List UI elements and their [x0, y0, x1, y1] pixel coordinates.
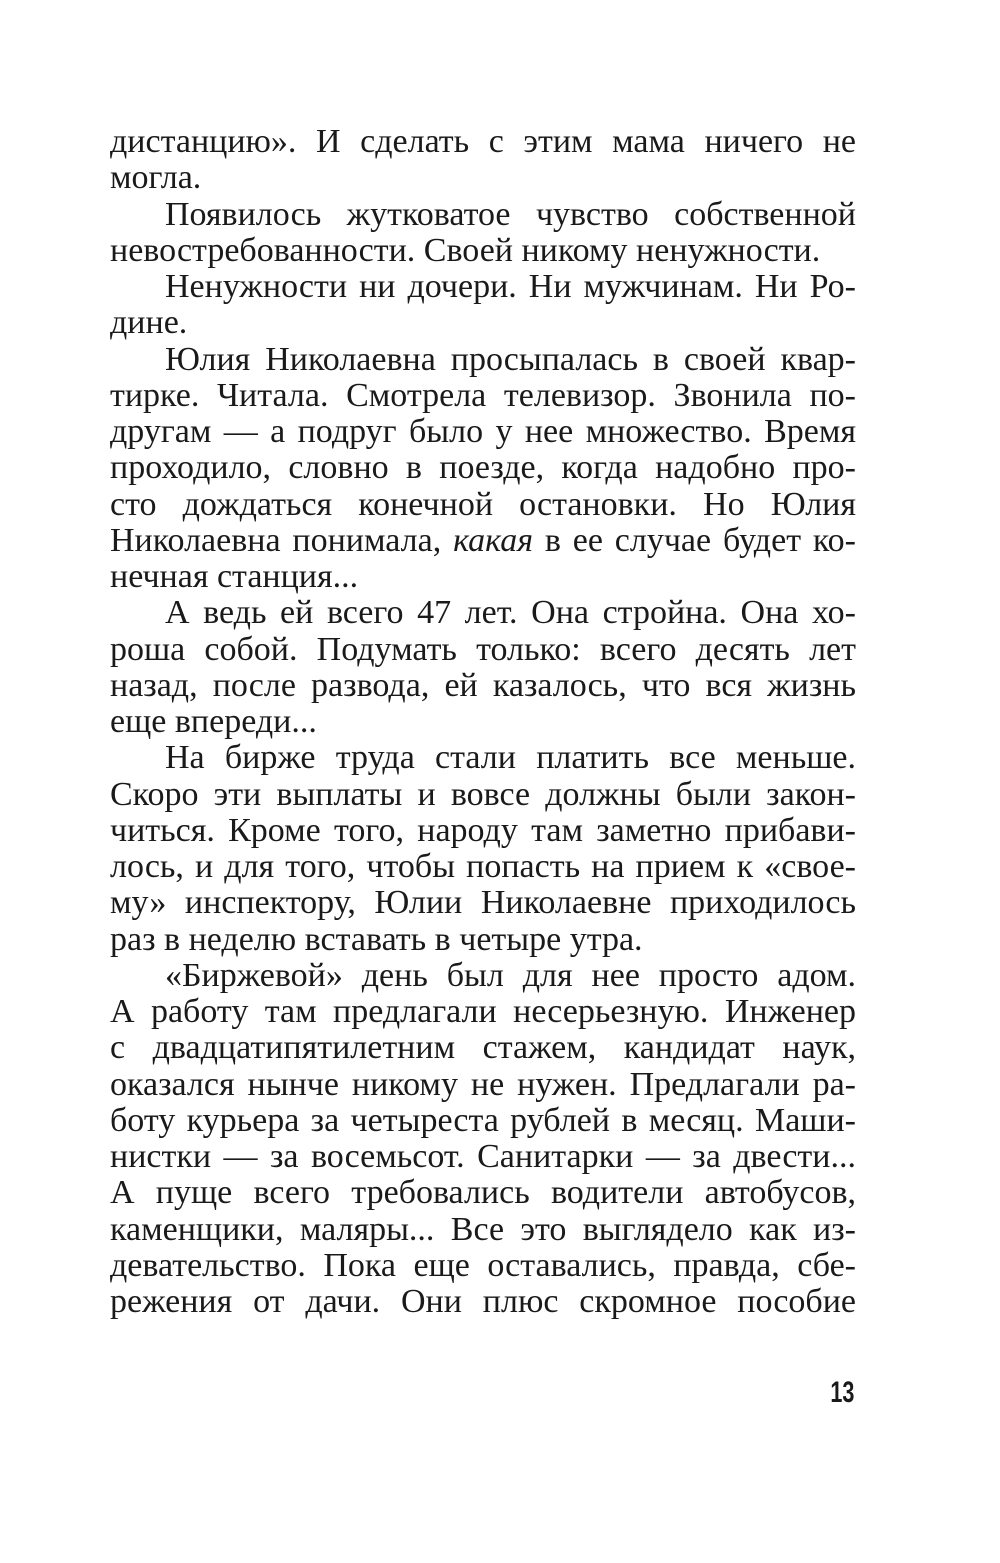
text-line: боту курьера за четыреста рублей в месяц. Маши- — [110, 1101, 856, 1139]
text-line: А пуще всего требовались водители автобусов, — [110, 1174, 856, 1212]
text-line: Юлия Николаевна просыпалась в своей квар- — [165, 340, 856, 378]
text-line: «Биржевой» день был для нее просто адом. — [165, 956, 856, 994]
text-segment: Николаевна понимала, — [110, 521, 442, 559]
text-line: дине. — [110, 304, 188, 342]
text-line-mixed — [110, 523, 856, 559]
italic-emphasis: какая — [453, 521, 534, 559]
text-line: нечная станция... — [110, 558, 359, 595]
text-line: раз в неделю вставать в четыре утра. — [110, 920, 643, 958]
text-line: сто дождаться конечной остановки. Но Юлия — [110, 485, 856, 523]
text-line: режения от дачи. Они плюс скромное пособие — [110, 1283, 856, 1320]
text-line: оказался нынче никому не нужен. Предлагали ра- — [110, 1065, 856, 1103]
text-line: На бирже труда стали платить все меньше. — [165, 739, 856, 777]
text-line: дистанцию». И сделать с этим мама ничего не — [110, 123, 856, 160]
text-segment: в ее случае будет ко- — [544, 521, 857, 559]
text-line: тирке. Читала. Смотрела телевизор. Звонила по- — [110, 376, 856, 414]
text-line: назад, после развода, ей казалось, что вся жизнь — [110, 666, 856, 704]
text-line: роша собой. Подумать только: всего десять лет — [110, 630, 856, 668]
text-line: читься. Кроме того, народу там заметно прибави- — [110, 811, 856, 849]
text-line: другам — а подруг было у нее множество. Время — [110, 413, 856, 450]
text-line: Скоро эти выплаты и вовсе должны были закон- — [110, 775, 856, 813]
body-text — [110, 124, 856, 1320]
text-line: Появилось жутковатое чувство собственной — [165, 195, 856, 233]
text-line: лось, и для того, чтобы попасть на прием к «свое- — [110, 848, 856, 885]
page-number: 13 — [829, 1376, 854, 1409]
text-line: могла. — [110, 159, 202, 197]
text-line: Ненужности ни дочери. Ни мужчинам. Ни Ро- — [165, 268, 856, 305]
text-line: невостребованности. Своей никому ненужности. — [110, 231, 821, 269]
text-line: проходило, словно в поезде, когда надобно про- — [110, 449, 856, 487]
text-line: с двадцатипятилетним стажем, кандидат наук, — [110, 1029, 856, 1067]
text-line: А работу там предлагали несерьезную. Инженер — [110, 993, 856, 1030]
text-line: каменщики, маляры... Все это выглядело как из- — [110, 1210, 856, 1248]
text-line: девательство. Пока еще оставались, правда, сбе- — [110, 1246, 856, 1284]
text-line: еще впереди... — [110, 703, 317, 740]
text-line: А ведь ей всего 47 лет. Она стройна. Она хо- — [165, 594, 856, 632]
text-line: нистки — за восемьсот. Санитарки — за двести... — [110, 1138, 856, 1175]
text-line: му» инспектору, Юлии Николаевне приходилось — [110, 884, 856, 922]
